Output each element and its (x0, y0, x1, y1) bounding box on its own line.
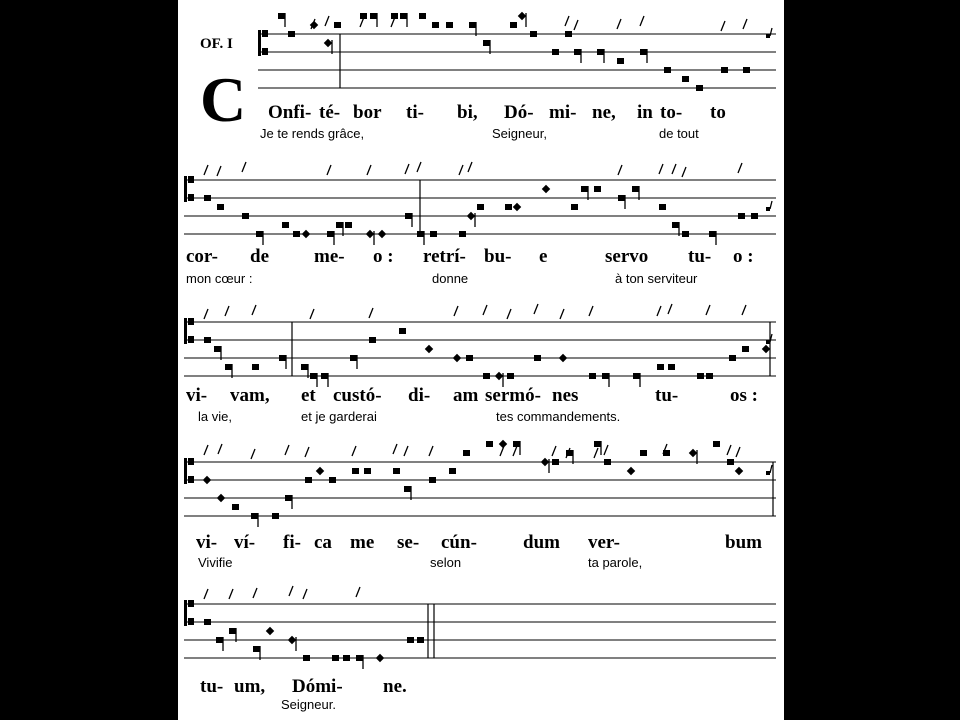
lyric-syllable: servo (605, 246, 649, 267)
translation-phrase: Vivifie (198, 555, 233, 570)
square-neume (417, 637, 424, 643)
translation-phrase: à ton serviteur (615, 271, 698, 286)
lyric-syllable: di- (408, 385, 431, 406)
rhythmic-sign (229, 589, 233, 599)
lyric-syllable: sermó- (485, 385, 541, 406)
lyric-syllable: in (637, 102, 653, 123)
translation-phrase: donne (432, 271, 469, 286)
square-neume (253, 646, 260, 652)
lyric-syllable: de (250, 246, 269, 267)
lyric-syllable: bu- (484, 246, 512, 267)
rhythmic-sign (289, 586, 293, 596)
lyric-syllable: Onfi- (268, 102, 312, 123)
square-neume (356, 655, 363, 661)
clef-bar (184, 600, 187, 626)
lyric-syllable: Dómi- (292, 676, 343, 697)
lyric-syllable: ví- (234, 532, 256, 553)
rhombus-neume (288, 636, 296, 644)
lyric-syllable: ne, (592, 102, 616, 123)
lyric-syllable: bi, (457, 102, 478, 123)
lyric-syllable: e (539, 246, 548, 267)
translation-phrase: Je te rends grâce, (260, 126, 365, 141)
lyric-syllable: tu- (200, 676, 224, 697)
rhythmic-sign (204, 589, 208, 599)
lyric-syllable: um, (234, 676, 266, 697)
translation-phrase: de tout (659, 126, 699, 141)
translation-phrase: Seigneur, (492, 126, 547, 141)
lyric-syllable: o : (373, 246, 394, 267)
lyric-syllable: am (453, 385, 479, 406)
clef-head-bottom (188, 618, 194, 625)
translation-phrase: tes commandements. (496, 409, 621, 424)
lyric-syllable: ver- (588, 532, 620, 553)
lyric-syllable: to- (660, 102, 683, 123)
lyric-syllable: nes (552, 385, 579, 406)
rhombus-neume (376, 654, 384, 662)
rhythmic-sign (253, 588, 257, 598)
translation-phrase: la vie, (198, 409, 232, 424)
lyric-syllable: bum (725, 532, 762, 553)
lyric-syllable: cún- (441, 532, 477, 553)
lyric-syllable: me- (314, 246, 345, 267)
translation-phrase: ta parole, (588, 555, 643, 570)
rhythmic-sign (303, 589, 307, 599)
rhombus-neume (266, 627, 274, 635)
score-page (178, 0, 784, 720)
lyric-syllable: cor- (186, 246, 218, 267)
square-neume (204, 619, 211, 625)
lyric-syllable: tu- (655, 385, 679, 406)
lyric-syllable: se- (397, 532, 420, 553)
lyric-syllable: retrí- (423, 246, 466, 267)
lyric-syllable: vam, (230, 385, 270, 406)
lyric-syllable: tu- (688, 246, 712, 267)
lyric-syllable: té- (319, 102, 341, 123)
lyric-syllable: me (350, 532, 375, 553)
clef-head-top (188, 600, 194, 607)
lyric-syllable: custó- (333, 385, 382, 406)
lyric-syllable: et (301, 385, 316, 406)
drop-cap-initial: C (200, 64, 247, 135)
lyric-syllable: mi- (549, 102, 577, 123)
lyric-syllable: Dó- (504, 102, 534, 123)
rhythmic-sign (356, 587, 360, 597)
lyric-syllable: ne. (383, 676, 407, 697)
lyric-syllable: ca (314, 532, 332, 553)
translation-phrase: selon (430, 555, 462, 570)
translation-phrase: mon cœur : (186, 271, 253, 286)
lyric-syllable: to (710, 102, 726, 123)
lyric-syllable: bor (353, 102, 382, 123)
translation-phrase: Seigneur. (281, 697, 336, 712)
square-neume (332, 655, 339, 661)
square-neume (229, 628, 236, 634)
square-neume (216, 637, 223, 643)
lyric-syllable: ti- (406, 102, 424, 123)
lyric-syllable: o : (733, 246, 754, 267)
lyric-syllable: fi- (283, 532, 301, 553)
square-neume (303, 655, 310, 661)
offertory-label: OF. I (200, 36, 233, 52)
translation-phrase: et je garderai (301, 409, 377, 424)
lyric-syllable: vi- (186, 385, 208, 406)
lyric-syllable: vi- (196, 532, 218, 553)
square-neume (407, 637, 414, 643)
lyric-syllable: os : (730, 385, 758, 406)
square-neume (343, 655, 350, 661)
lyric-syllable: dum (523, 532, 560, 553)
